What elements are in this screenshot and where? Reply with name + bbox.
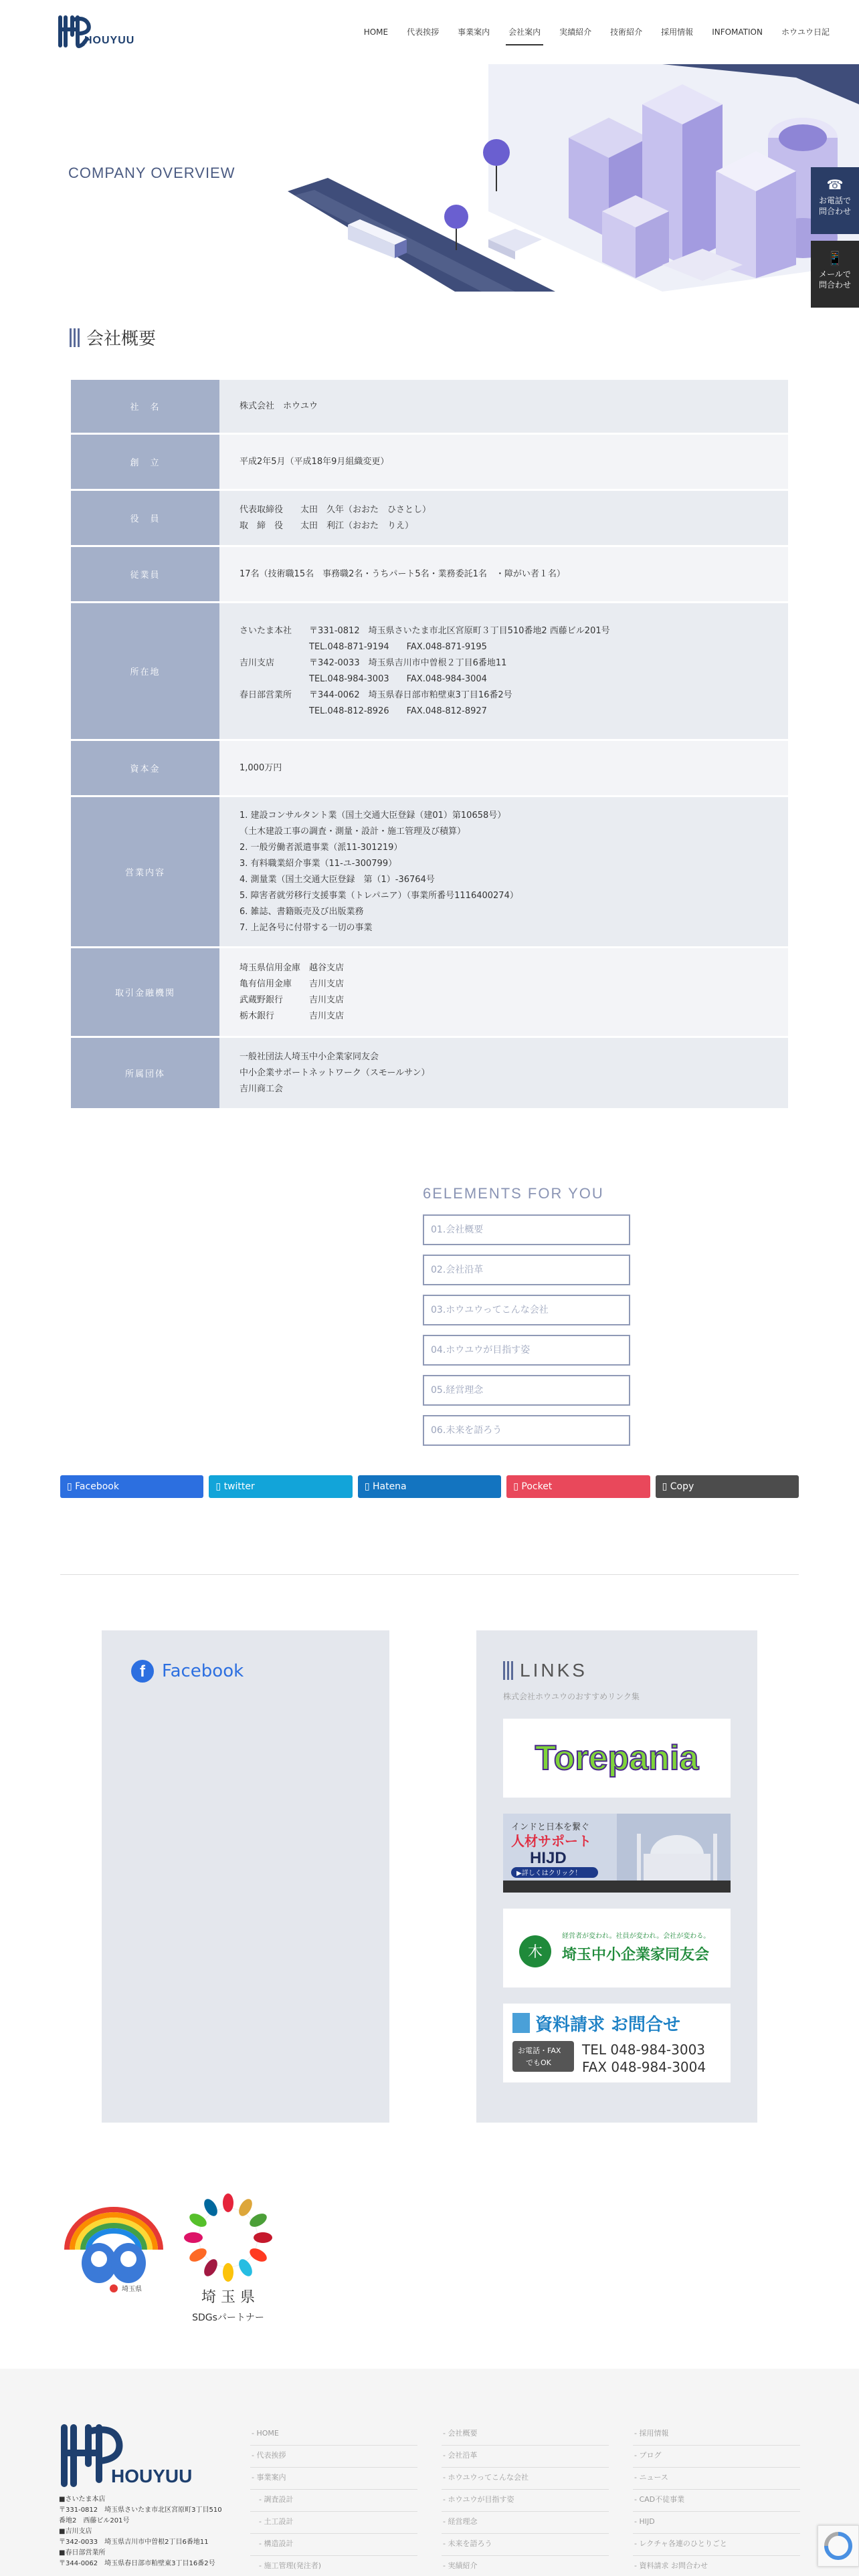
hijd-banner-art <box>503 1814 731 1893</box>
row-value-text: 代表取締役 太田 久年（おおた ひさとし） 取 締 役 太田 利江（おおた りえ） <box>240 504 432 531</box>
row-value-text: 埼玉県信用金庫 越谷支店 亀有信用金庫 吉川支店 武蔵野銀行 吉川支店 栃木銀行 吉川支店 <box>240 962 345 1021</box>
row-value <box>219 1038 788 1108</box>
footer-link[interactable]: - 調査設計 <box>250 2490 417 2512</box>
row-value-text: 平成2年5月（平成18年9月組織変更） <box>240 456 389 467</box>
site-footer <box>0 2369 859 2576</box>
share-copy-button[interactable] <box>656 1475 799 1498</box>
overview-table <box>71 380 788 1110</box>
site-header <box>0 0 859 64</box>
request-fax: FAX 048-984-3004 <box>582 2059 706 2075</box>
row-value <box>219 603 788 739</box>
element-link[interactable]: 04.ホウユウが目指す姿 <box>423 1335 630 1366</box>
share-twitter-button[interactable] <box>209 1475 352 1498</box>
hero-title: COMPANY OVERVIEW <box>68 165 235 181</box>
share-hatena-button[interactable] <box>358 1475 501 1498</box>
footer-link[interactable]: - レクチャ各連のひとりごと <box>633 2534 800 2556</box>
request-note-2: でもOK <box>526 2058 551 2067</box>
row-value-text: 株式会社 ホウユウ <box>240 401 318 411</box>
footer-link[interactable]: - 採用情報 <box>633 2424 800 2446</box>
share-label: Hatena <box>372 1481 407 1492</box>
torepania-text: Torepania <box>535 1739 699 1778</box>
row-value <box>219 491 788 545</box>
request-note-1: お電話・FAX <box>518 2046 561 2055</box>
hijd-name: HIJD <box>530 1849 567 1867</box>
heading-bars-icon <box>70 328 80 347</box>
row-value-text: 17名（技術職15名 事務職2名・うちパート5名・業務委託1名 ・障がい者１名） <box>240 568 565 579</box>
hijd-headline: 人材サポート <box>511 1833 591 1849</box>
footer-logo[interactable] <box>59 2424 213 2488</box>
nav-information[interactable]: INFOMATION <box>712 27 763 37</box>
element-link[interactable]: 02.会社沿革 <box>423 1255 630 1285</box>
footer-nav-col-3 <box>633 2424 800 2576</box>
hero-banner <box>0 64 859 292</box>
footer-link[interactable]: - 土工設計 <box>250 2512 417 2534</box>
hijd-cta: ▶詳しくはクリック！ <box>516 1870 582 1877</box>
footer-link[interactable]: - 会社沿革 <box>442 2446 609 2468</box>
hijd-banner[interactable] <box>503 1814 731 1893</box>
links-title: LINKS <box>520 1660 587 1681</box>
nav-greeting[interactable]: 代表挨拶 <box>407 27 440 37</box>
request-banner[interactable] <box>503 2004 731 2082</box>
share-label: twitter <box>223 1481 255 1492</box>
row-value <box>219 741 788 795</box>
doyukai-banner[interactable] <box>503 1909 731 1988</box>
twitter-icon: ▯ <box>215 1481 224 1492</box>
elements-title: 6ELEMENTS FOR YOU <box>423 1185 604 1202</box>
nav-company[interactable]: 会社案内 <box>499 25 550 39</box>
row-value-text: 1. 建設コンサルタント業（国土交通大臣登録（建01）第10658号） （土木建設工事の調査・測量・設計・施工管理及び積算） 2. 一般労働者派遣事業（派11-301219） 3. 有料職業紹介事業（11-ユ-300799） 4. 測量業（国土交通大臣登録 第（1）-36764号 5. 障害者就労移行支援事業（トレパニア）（事業所番号1116400274） 6. 雑誌、書籍販売及び出版業務 7. 上記各号に付帯する一切の事業 <box>240 810 518 933</box>
row-header: 役 員 <box>71 491 219 545</box>
logo-wordmark: HOUYUU <box>84 35 135 46</box>
share-bar <box>60 1475 799 1498</box>
footer-link[interactable]: - HOME <box>250 2424 417 2446</box>
footer-address: ■さいたま本店 〒331-0812 埼玉県さいたま市北区宮原町3丁目510 番地2 西藤ビル201号 ■吉川支店 〒342-0033 埼玉県吉川市中曽根2丁目6番地11 ■春日部営業所 〒344-0062 埼玉県春日部市粕壁東3丁目16番2号 <box>59 2496 222 2567</box>
footer-link[interactable]: - ブログ <box>633 2446 800 2468</box>
site-logo[interactable] <box>58 15 142 49</box>
table-row <box>71 435 788 491</box>
links-panel <box>476 1630 757 2123</box>
footer-link[interactable]: - 施工管理(発注者) <box>250 2556 417 2576</box>
svg-text:木: 木 <box>527 1944 543 1961</box>
facebook-panel <box>102 1630 389 2123</box>
hijd-tagline: インドと日本を繋ぐ <box>511 1822 590 1832</box>
footer-link[interactable]: - ニュース <box>633 2468 800 2490</box>
phone-icon: ☎ <box>826 177 844 193</box>
share-label: Copy <box>670 1481 694 1492</box>
row-value <box>219 380 788 433</box>
footer-link[interactable]: - 構造設計 <box>250 2534 417 2556</box>
footer-nav-col-2 <box>442 2424 609 2576</box>
table-row <box>71 603 788 741</box>
footer-logo-mark-icon <box>59 2424 213 2488</box>
row-header: 取引金融機関 <box>71 948 219 1036</box>
footer-link[interactable]: - 事業案内 <box>250 2468 417 2490</box>
footer-link[interactable]: - ホウユウってこんな会社 <box>442 2468 609 2490</box>
pocket-icon: ▯ <box>513 1481 522 1492</box>
copy-icon: ▯ <box>662 1481 670 1492</box>
city-illustration <box>288 64 859 292</box>
request-banner-art <box>503 2004 731 2082</box>
nav-business[interactable]: 事業案内 <box>458 27 490 37</box>
request-title: 資料請求 お問合せ <box>535 2015 681 2035</box>
row-value-text: 一般社団法人埼玉中小企業家同友会 中小企業サポートネットワーク（スモールサン） 吉川商工会 <box>240 1051 430 1094</box>
nav-recruit[interactable]: 採用情報 <box>661 27 694 37</box>
share-label: Pocket <box>521 1481 553 1492</box>
nav-technology[interactable]: 技術紹介 <box>610 27 643 37</box>
footer-link[interactable]: - 未来を語ろう <box>442 2534 609 2556</box>
footer-link[interactable]: - 代表挨拶 <box>250 2446 417 2468</box>
row-header: 営業内容 <box>71 797 219 946</box>
links-subtitle: 株式会社ホウユウのおすすめリンク集 <box>503 1692 640 1701</box>
sdgs-title: 埼 玉 県 <box>201 2289 255 2306</box>
table-row <box>71 380 788 435</box>
row-value-text: 1,000万円 <box>240 762 282 773</box>
row-header: 従業員 <box>71 547 219 601</box>
element-link[interactable]: 05.経営理念 <box>423 1375 630 1406</box>
row-header: 所属団体 <box>71 1038 219 1108</box>
share-label: Facebook <box>75 1481 119 1492</box>
row-value-text: さいたま本社 〒331-0812 埼玉県さいたま市北区宮原町３丁目510番地2 西藤ビル201号 TEL.048-871-9194 FAX.048-871-9195 吉川支店 〒342-0033 埼玉県吉川市中曽根２丁目6番地11 TEL.048-984-3003 FAX.048-984-3004 春日部営業所 〒344-0062 埼玉県春日部市粕壁東3丁目16番2号 TEL.048-812-8926 FAX.048-812-8927 <box>240 625 610 716</box>
footer-link[interactable]: - 経営理念 <box>442 2512 609 2534</box>
element-link[interactable]: 03.ホウユウってこんな会社 <box>423 1295 630 1325</box>
table-row <box>71 1038 788 1110</box>
elements-list <box>423 1214 630 1455</box>
footer-nav-col-1 <box>250 2424 417 2576</box>
nav-diary[interactable]: ホウユウ日記 <box>781 27 830 37</box>
table-row <box>71 948 788 1038</box>
footer-link[interactable]: - CAD不徒事業 <box>633 2490 800 2512</box>
links-heading <box>503 1660 587 1681</box>
doyukai-name: 埼玉中小企業家同友会 <box>562 1947 710 1963</box>
sdgs-subtitle: SDGsパートナー <box>192 2313 264 2323</box>
table-row <box>71 741 788 797</box>
recaptcha-badge[interactable] <box>818 2525 859 2567</box>
torepania-logo-icon <box>503 1719 731 1798</box>
nav-works[interactable]: 実績紹介 <box>559 27 592 37</box>
footer-link[interactable]: - 実績紹介 <box>442 2556 609 2576</box>
row-value <box>219 948 788 1036</box>
saitama-rainbow-badge <box>60 2203 167 2303</box>
section-divider <box>60 1574 799 1575</box>
hatena-icon: ▯ <box>364 1481 373 1492</box>
doyukai-tagline: 経営者が変われ。社員が変われ。会社が変わる。 <box>562 1933 710 1940</box>
bird-caption: 埼玉県 <box>122 2286 142 2293</box>
overview-title: 会社概要 <box>86 329 157 349</box>
mail-contact-tab[interactable] <box>811 241 859 308</box>
row-value <box>219 797 788 946</box>
table-row <box>71 491 788 547</box>
facebook-title: Facebook <box>162 1661 244 1681</box>
doyukai-banner-art <box>503 1909 731 1988</box>
element-link[interactable]: 06.未来を語ろう <box>423 1415 630 1446</box>
main-nav <box>355 25 839 39</box>
footer-link[interactable]: - 資料請求 お問合わせ <box>633 2556 800 2576</box>
torepania-banner[interactable] <box>503 1719 731 1798</box>
footer-wordmark: HOUYUU <box>111 2466 193 2486</box>
facebook-icon: f <box>131 1660 154 1683</box>
mail-contact-label: メールで 問合わせ <box>818 270 851 290</box>
heading-bars-icon <box>503 1661 513 1680</box>
table-row <box>71 797 788 948</box>
footer-link[interactable]: - ホウユウが目指す姿 <box>442 2490 609 2512</box>
row-header: 社 名 <box>71 380 219 433</box>
row-header: 創 立 <box>71 435 219 489</box>
nav-home[interactable]: HOME <box>363 27 389 37</box>
footer-link[interactable]: - HIJD <box>633 2512 800 2534</box>
recaptcha-icon <box>818 2526 858 2566</box>
row-value <box>219 547 788 601</box>
overview-heading <box>70 325 156 350</box>
sdgs-partner-badge <box>178 2191 278 2331</box>
facebook-heading <box>131 1660 244 1683</box>
row-header: 所在地 <box>71 603 219 739</box>
row-header: 資本金 <box>71 741 219 795</box>
phone-icon: 📱 <box>826 250 844 266</box>
row-value <box>219 435 788 489</box>
request-tel: TEL 048-984-3003 <box>582 2042 706 2058</box>
table-row <box>71 547 788 603</box>
element-link[interactable]: 01.会社概要 <box>423 1214 630 1245</box>
tel-contact-tab[interactable] <box>811 167 859 234</box>
tel-contact-label: お電話で 問合わせ <box>818 196 851 216</box>
share-pocket-button[interactable] <box>506 1475 650 1498</box>
share-facebook-button[interactable] <box>60 1475 203 1498</box>
facebook-icon: ▯ <box>67 1481 76 1492</box>
footer-link[interactable]: - 会社概要 <box>442 2424 609 2446</box>
